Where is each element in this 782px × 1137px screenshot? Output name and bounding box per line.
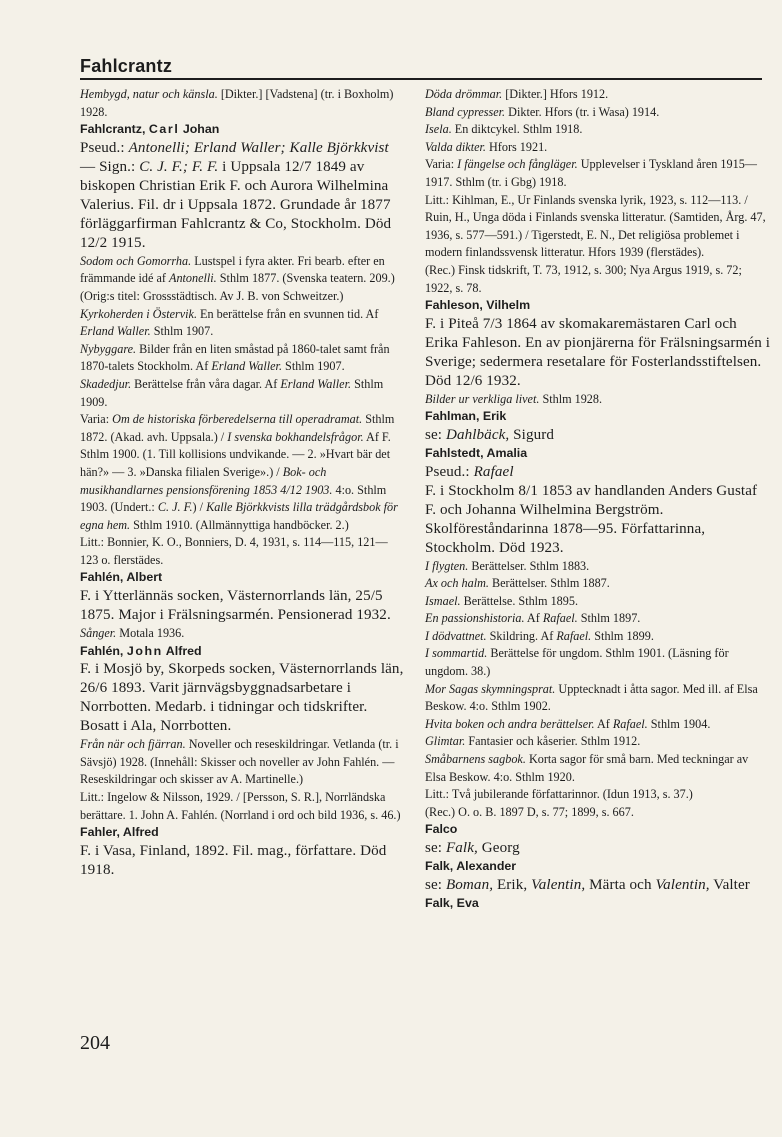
pseudonyms (80, 139, 405, 253)
work-entry (425, 593, 770, 611)
entry-heading-fahlen-john (80, 643, 405, 661)
work-details: Korta sagor för små barn. Med teckningar av Elsa Beskow. 4:o. Sthlm 1920. (425, 752, 749, 784)
work-title: I fängelse och fångläger. (457, 157, 578, 172)
pseud-names: Antonelli; Erland Waller; Kalle Björkkvist (128, 139, 389, 156)
pseudonym-ref: Erland Waller. (80, 324, 151, 339)
work-details: Af (594, 716, 613, 731)
biography: F. i Ytterlännäs socken, Västernorrlands län, 25/5 1875. Major i Frälsningsarmén. Pensionerad 1932. (80, 588, 391, 624)
see-name: Falk, (445, 840, 478, 856)
work-details: Lustspel i fyra akter. Fri bearb. efter en främmande idé af (80, 253, 385, 286)
work-details: Berättelse för ungdom. Sthlm 1901. (Läsning för ungdom. 38.) (425, 646, 729, 679)
work-details: Skildring. Af (486, 628, 557, 643)
heading-part: Fahlcrantz, (80, 122, 149, 137)
work-entry (80, 376, 405, 411)
work-details: Sthlm 1897. (577, 611, 641, 626)
cross-reference (425, 876, 770, 895)
work-entry (80, 341, 405, 376)
literature: Litt.: Två jubilerande författarinnor. (Idun 1913, s. 37.) (425, 787, 693, 802)
pseudonym-ref: Antonelli. (169, 271, 217, 286)
work-title: Nybyggare. (80, 341, 137, 356)
work-title: Kalle Björkkvists lilla trädgårdsbok för egna hem. (80, 500, 398, 532)
work-details: Sthlm 1872. (Akad. avh. Uppsala.) / (80, 412, 395, 444)
entry-continuation (80, 86, 405, 121)
work-details: Fantasier och kåserier. Sthlm 1912. (465, 734, 641, 749)
work-details: En berättelse från en svunnen tid. Af (197, 306, 379, 321)
pseudonym-ref: Rafael. (612, 716, 648, 731)
work-details: Motala 1936. (116, 626, 185, 641)
right-column (425, 86, 770, 912)
entry-heading-fahlcrantz (80, 121, 405, 139)
see-name: Boman, (445, 876, 494, 893)
work-title: I dödvattnet. (425, 628, 487, 643)
work-title: I svenska bokhandelsfrågor. (227, 429, 364, 444)
header-rule (80, 78, 762, 80)
biography: F. i Vasa, Finland, 1892. Fil. mag., författare. Död 1918. (80, 842, 387, 878)
work-details: Sthlm 1910. (Allmännyttiga handböcker. 2.) (130, 517, 349, 532)
work-title: Om de historiska förberedelserna till operadramat. (112, 412, 363, 427)
work-title: I flygten. (425, 558, 469, 573)
work-entry (425, 610, 770, 628)
entry-heading-fahler: Fahler, Alfred (80, 825, 159, 840)
work-entry (425, 391, 770, 409)
biography: F. i Stockholm 8/1 1853 av handlanden Anders Gustaf F. och Johanna Wilhelmina Bergström. Skolföreståndarinna 1878—95. Författarinna, Stockholm. Död 1923. (425, 482, 758, 556)
work-details: Sthlm 1877. (Svenska teatern. 209.) (Orig:s titel: Grossstädtisch. Av J. B. von Schweitzer.) (80, 271, 395, 303)
see-name: Märta och (585, 876, 656, 893)
cross-reference (425, 839, 770, 858)
running-head: Fahlcrantz (80, 56, 173, 76)
work-title: Mor Sagas skymningsprat. (425, 681, 556, 696)
work-details: Upptecknadt i åtta sagor. Med ill. af Elsa Beskow. 4:o. Sthlm 1902. (425, 681, 758, 714)
work-details: Sthlm 1928. (539, 391, 603, 406)
see-label: se: (425, 876, 446, 893)
work-entry (80, 253, 405, 306)
work-entry (425, 575, 770, 593)
work-details: Dikter. Hfors (tr. i Wasa) 1914. (505, 104, 660, 119)
work-entry (425, 139, 770, 157)
work-entry (425, 681, 770, 716)
pseudonym-ref: Rafael. (556, 628, 592, 643)
entry-heading-fahlstedt: Fahlstedt, Amalia (425, 445, 528, 460)
heading-part: Carl (148, 122, 180, 137)
work-details: Hfors 1921. (485, 139, 548, 154)
left-column (80, 86, 405, 880)
work-entry (80, 625, 405, 643)
work-entry (425, 628, 770, 646)
work-entry (425, 104, 770, 122)
work-details: Af F. Sthlm 1900. (1. Till kollisions undvikande. — 2. »Hvart bär det hän?» — 3. »Danska filialen Sverige».) / (80, 429, 391, 479)
work-entry (425, 716, 770, 734)
see-name: Valentin, (655, 876, 710, 893)
cross-reference (425, 426, 770, 445)
work-details: Bilder från en liten småstad på 1860-talet samt från 1870-talets Stockholm. Af (80, 341, 390, 374)
literature: Litt.: Bonnier, K. O., Bonniers, D. 4, 1931, s. 114—115, 121—123 o. flerstädes. (80, 535, 388, 567)
work-details: Sthlm 1909. (80, 376, 384, 409)
work-title: Glimtar. (425, 734, 466, 749)
literature: Litt.: Ingelow & Nilsson, 1929. / [Persson, S. R.], Norrländska berättare. 1. John A. Fahlén. (Norrland i ord och bild 1936, s. 46.) (80, 790, 401, 822)
literature: Litt.: Kihlman, E., Ur Finlands svenska lyrik, 1923, s. 112—113. / Ruin, H., Unga döda i Finlands svenska litteratur. (Samtiden, Årg. 47, 1936, s. 577—591.) / Tigerstedt, E. N., Det religiösa problemet i modern finlandssvensk litteratur. Hfors 1939 (flerstädes). (425, 192, 766, 260)
work-details: ) / (192, 500, 207, 515)
see-name: Dahlbäck, (445, 426, 510, 443)
heading-part: Johan (179, 122, 220, 137)
work-title: Valda dikter. (425, 139, 486, 154)
pseudonym-ref: Rafael. (542, 611, 578, 626)
see-name: Sigurd (509, 426, 555, 443)
work-entry (80, 306, 405, 341)
page-number: 204 (80, 1032, 110, 1054)
see-name: Valentin, (531, 876, 586, 893)
work-entry (425, 751, 770, 786)
work-details: 4:o. Sthlm 1903. (Undert.: (80, 482, 387, 515)
varia-label: Varia: (80, 412, 113, 427)
work-title: Småbarnens sagbok. (425, 752, 526, 767)
work-entry (425, 645, 770, 680)
work-entry (425, 558, 770, 576)
work-details: Sthlm 1907. (150, 324, 214, 339)
work-title: Ax och halm. (425, 576, 489, 591)
work-entry (425, 86, 770, 104)
sign-label: — Sign.: (80, 158, 140, 175)
work-title: Sodom och Gomorrha. (80, 253, 192, 268)
work-entry (80, 736, 405, 789)
work-details: Sthlm 1899. (591, 628, 654, 643)
heading-part: Alfred (162, 643, 202, 658)
reviews: (Rec.) Finsk tidskrift, T. 73, 1912, s. 300; Nya Argus 1919, s. 72; 1922, s. 78. (425, 262, 742, 295)
see-label: se: (425, 840, 446, 856)
work-title: I sommartid. (425, 646, 488, 661)
entry-heading-fahleson: Fahleson, Vilhelm (425, 298, 531, 313)
heading-part: Fahlén, (80, 643, 127, 658)
work-title: Isela. (425, 122, 452, 137)
pseud-label: Pseud.: (425, 463, 474, 480)
pseudonyms (425, 463, 770, 482)
work-title: Ismael. (425, 593, 461, 608)
work-details: [Dikter.] [Vadstena] (tr. i Boxholm) 1928. (80, 87, 394, 119)
entry-heading-fahlen-albert: Fahlén, Albert (80, 570, 163, 585)
work-entry (425, 121, 770, 139)
work-details: [Dikter.] Hfors 1912. (502, 87, 609, 101)
entry-heading-falk-alexander: Falk, Alexander (425, 859, 517, 873)
work-title: En passionshistoria. (425, 611, 525, 626)
heading-part: John (126, 643, 163, 658)
biography: F. i Piteå 7/3 1864 av skomakaremästaren Carl och Erika Fahleson. En av pionjärerna för Frälsningsarmén i Sverige; sedermera resetalare för Fosterlandsstiftelsen. Död 12/6 1932. (425, 315, 771, 389)
work-title: Bilder ur verkliga livet. (425, 391, 540, 406)
entry-heading-falco: Falco (425, 822, 458, 837)
work-title: Hembygd, natur och känsla. (80, 87, 218, 101)
work-details: Berättelser. Sthlm 1887. (488, 576, 610, 591)
entry-heading-falk-eva: Falk, Eva (425, 895, 479, 910)
work-title: Skadedjur. (80, 376, 132, 391)
work-title: Kyrkoherden i Östervik. (80, 306, 197, 321)
work-details: Sthlm 1904. (647, 716, 711, 731)
work-details: Af (524, 611, 543, 626)
varia (80, 411, 405, 534)
see-name: Erik, (493, 876, 532, 893)
entry-heading-fahlman: Fahlman, Erik (425, 409, 507, 424)
work-title: Från när och fjärran. (80, 737, 186, 752)
see-label: se: (425, 426, 446, 443)
work-details: Berättelse från våra dagar. Af (131, 376, 281, 391)
work-title: Bland cypresser. (425, 104, 506, 119)
work-title: Hvita boken och andra berättelser. (425, 716, 595, 731)
work-title: Bok- och musikhandlarnes pensionsförening 1853 4/12 1903. (80, 464, 333, 497)
sign-names: C. J. F.; F. F. (139, 158, 219, 175)
pseud-names: Rafael (473, 463, 514, 480)
work-details: Upplevelser i Tyskland åren 1915—1917. Sthlm (tr. i Gbg) 1918. (425, 157, 757, 189)
work-details: Berättelse. Sthlm 1895. (460, 593, 579, 608)
see-name: Georg (477, 840, 520, 856)
see-name: Valter (709, 876, 750, 893)
signature-ref: C. J. F. (157, 500, 193, 515)
pseudonym-ref: Erland Waller. (211, 359, 282, 374)
work-details: Berättelser. Sthlm 1883. (468, 558, 590, 573)
pseud-label: Pseud.: (80, 139, 129, 156)
varia (425, 156, 770, 191)
work-title: Sånger. (80, 626, 117, 641)
reviews: (Rec.) O. o. B. 1897 D, s. 77; 1899, s. 667. (425, 804, 634, 819)
work-details: Sthlm 1907. (282, 359, 345, 374)
biography: i Uppsala 12/7 1849 av biskopen Christian Erik F. och Aurora Wilhelmina Valerius. Fil. dr i Uppsala 1872. Grundade år 1877 förläggarfirman Fahlcrantz & Co, Stockholm. Död 12/2 1915. (80, 158, 392, 251)
work-title: Döda drömmar. (425, 87, 503, 101)
biography: F. i Mosjö by, Skorpeds socken, Västernorrlands län, 26/6 1893. Varit järnvägsbyggnadsarbetare i Norrbotten. Medarb. i tidningar och tidskrifter. Bosatt i Ala, Norrbotten. (80, 661, 404, 735)
work-details: Noveller och reseskildringar. Vetlanda (tr. i Sävsjö) 1928. (Innehåll: Skisser och noveller av John Fahlén. — Reseskildringar och skisser av A. Martinelle.) (80, 737, 399, 787)
pseudonym-ref: Erland Waller. (280, 376, 352, 391)
work-entry (425, 733, 770, 751)
varia-label: Varia: (425, 157, 458, 172)
work-details: En diktcykel. Sthlm 1918. (451, 122, 583, 137)
